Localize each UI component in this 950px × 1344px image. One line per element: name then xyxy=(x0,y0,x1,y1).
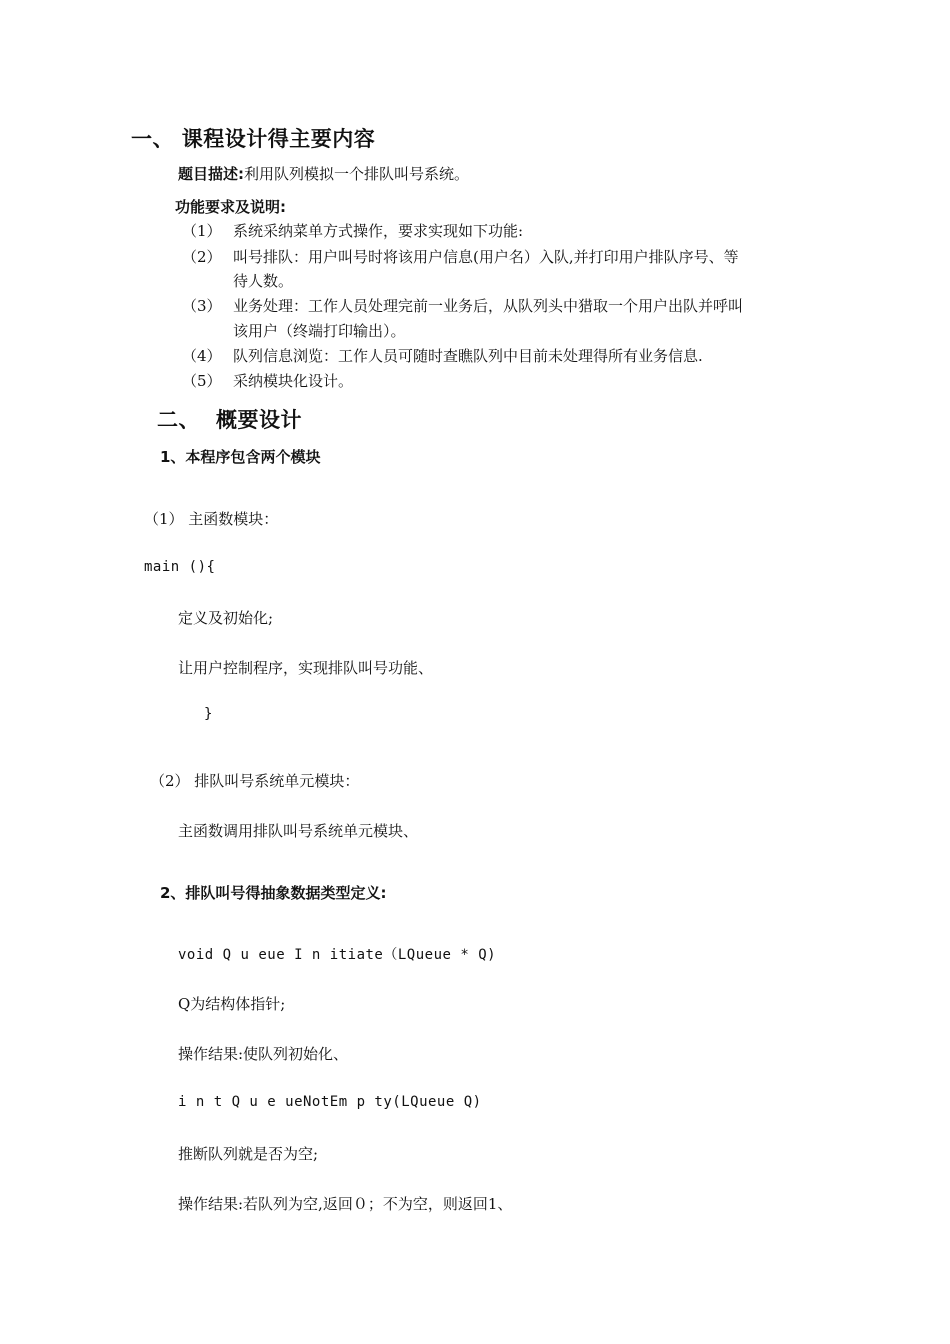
section2-heading-number: 二、 xyxy=(157,408,200,432)
subsection-modules-heading: 1、本程序包含两个模块 xyxy=(160,448,321,466)
code-main-signature: main (){ xyxy=(144,559,216,575)
task-description xyxy=(178,163,469,184)
list-item-text: 系统采纳菜单方式操作，要求实现如下功能: xyxy=(233,222,524,240)
list-item-text-continued: 该用户（终端打印输出）。 xyxy=(233,322,406,340)
list-item-text: 业务处理：工作人员处理完前一业务后，从队列头中猎取一个用户出队并呼叫 xyxy=(233,297,744,315)
code-define-init: 定义及初始化; xyxy=(178,609,274,627)
task-description-label: 题目描述: xyxy=(178,165,244,183)
adt-queue-initiate-signature: void Q u eue I n itiate（LQueue * Q) xyxy=(178,947,497,963)
module1-title: （1） 主函数模块： xyxy=(144,510,279,528)
list-item-text-continued: 待人数。 xyxy=(233,272,294,290)
list-item-number: （2） xyxy=(182,248,222,266)
list-item-number: （3） xyxy=(182,297,222,315)
module2-title: （2） 排队叫号系统单元模块： xyxy=(150,772,360,790)
list-item-text: 叫号排队：用户叫号时将该用户信息(用户名）入队,并打印用户排队序号、等 xyxy=(233,248,739,266)
list-item-number: （5） xyxy=(182,372,222,390)
section2-heading: 概要设计 xyxy=(216,408,302,432)
list-item-number: （4） xyxy=(182,347,222,365)
code-closing-brace: } xyxy=(204,706,213,722)
adt-queue-initiate-result: 操作结果:使队列初始化、 xyxy=(178,1045,349,1063)
module2-description: 主函数调用排队叫号系统单元模块、 xyxy=(178,822,419,840)
list-item-number: （1） xyxy=(182,222,222,240)
task-description-text: 利用队列模拟一个排队叫号系统。 xyxy=(244,165,470,183)
section1-heading: 一、 课程设计得主要内容 xyxy=(131,127,376,151)
function-requirements-label: 功能要求及说明: xyxy=(175,198,286,216)
adt-queue-not-empty-signature: i n t Q u e ueNotEm p ty(LQueue Q) xyxy=(178,1094,482,1110)
adt-queue-initiate-note: Q为结构体指针; xyxy=(178,995,286,1013)
list-item-text: 队列信息浏览：工作人员可随时查瞧队列中目前未处理得所有业务信息. xyxy=(233,347,703,365)
adt-queue-not-empty-note: 推断队列就是否为空; xyxy=(178,1145,319,1163)
code-user-control: 让用户控制程序，实现排队叫号功能、 xyxy=(178,659,434,677)
list-item-text: 采纳模块化设计。 xyxy=(233,372,354,390)
adt-queue-not-empty-result: 操作结果:若队列为空,返回０；不为空，则返回1、 xyxy=(178,1195,513,1213)
subsection-adt-heading: 2、排队叫号得抽象数据类型定义: xyxy=(160,884,387,902)
